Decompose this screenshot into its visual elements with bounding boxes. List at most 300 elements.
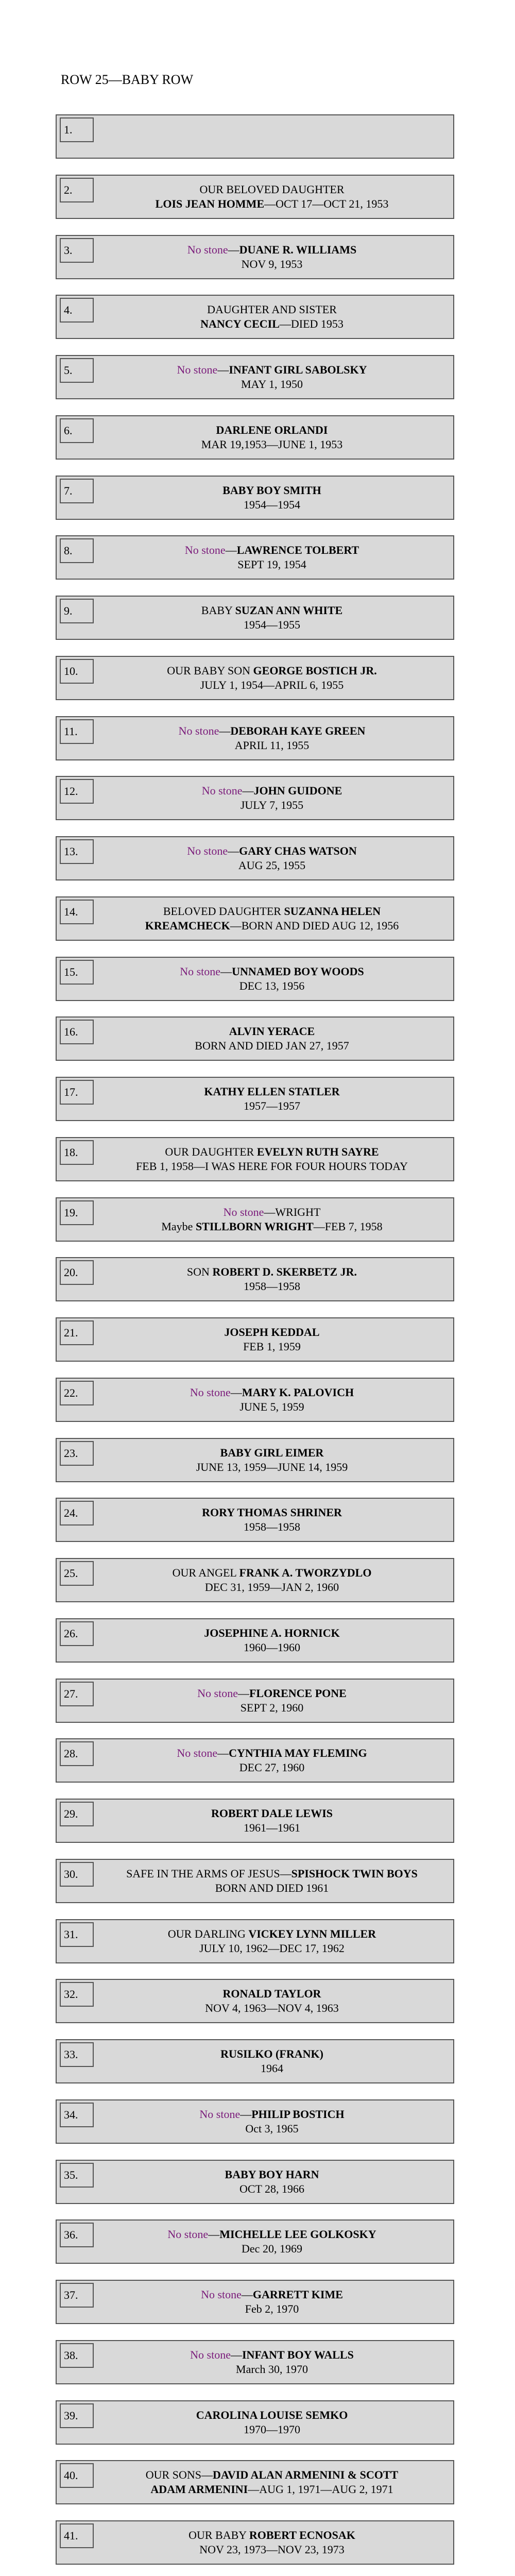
name-text: DAVID ALAN ARMENINI & SCOTT — [212, 2468, 399, 2482]
inscription-line — [261, 2061, 283, 2076]
grave-entry — [56, 1558, 454, 1602]
inscription-line — [222, 483, 321, 498]
grave-number: 19. — [60, 1200, 94, 1225]
inscription-line — [146, 2468, 398, 2482]
grave-number: 34. — [60, 2103, 94, 2127]
grave-number: 36. — [60, 2223, 94, 2247]
inscription-text: — — [241, 2288, 253, 2301]
inscription-text: DEC 13, 1956 — [239, 979, 305, 992]
grave-inscription — [94, 2221, 450, 2263]
grave-inscription — [94, 1920, 450, 1962]
grave-entry — [56, 355, 454, 399]
grave-number: 22. — [60, 1381, 94, 1405]
grave-entry — [56, 776, 454, 820]
name-text: FLORENCE PONE — [249, 1686, 347, 1700]
inscription-line — [202, 784, 342, 798]
grave-entry — [56, 1257, 454, 1301]
inscription-text: NOV 4, 1963—NOV 4, 1963 — [205, 2002, 339, 2015]
inscription-text: — — [208, 2228, 220, 2241]
inscription-line — [242, 2242, 302, 2256]
grave-inscription — [94, 115, 450, 158]
inscription-text: — — [242, 784, 254, 798]
grave-inscription — [94, 1860, 450, 1902]
inscription-line — [245, 2302, 299, 2316]
grave-number: 30. — [60, 1862, 94, 1887]
grave-entry — [56, 1618, 454, 1663]
inscription-line — [241, 798, 303, 812]
grave-number: 17. — [60, 1080, 94, 1105]
inscription-text: —BORN AND DIED AUG 12, 1956 — [230, 919, 399, 932]
inscription-text: APRIL 11, 1955 — [234, 738, 310, 752]
inscription-text: — — [240, 2107, 252, 2121]
inscription-line — [199, 2543, 345, 2557]
grave-number: 2. — [60, 178, 94, 202]
inscription-text: FEB 1, 1959 — [243, 1340, 301, 1353]
inscription-line — [243, 1340, 301, 1354]
name-text: VICKEY LYNN MILLER — [248, 1927, 376, 1940]
grave-inscription — [94, 1439, 450, 1481]
grave-entry — [56, 656, 454, 700]
no-stone-label: No stone — [178, 724, 219, 737]
grave-entry — [56, 1016, 454, 1061]
grave-entry — [56, 2039, 454, 2083]
grave-number: 40. — [60, 2463, 94, 2488]
grave-inscription — [94, 2521, 450, 2564]
inscription-line — [244, 498, 300, 512]
name-text: FRANK A. TWORZYDLO — [239, 1566, 372, 1579]
no-stone-label: No stone — [187, 844, 228, 857]
inscription-line — [215, 1881, 329, 1895]
grave-number: 5. — [60, 358, 94, 383]
grave-entry — [56, 1438, 454, 1482]
inscription-line — [201, 603, 342, 618]
name-text: UNNAMED BOY WOODS — [232, 964, 364, 978]
no-stone-label: No stone — [187, 243, 228, 256]
inscription-text: NOV 23, 1973—NOV 23, 1973 — [199, 2543, 345, 2556]
inscription-line — [236, 2362, 308, 2377]
inscription-line — [205, 2001, 339, 2015]
name-text: BABY GIRL EIMER — [220, 1446, 324, 1459]
inscription-line — [199, 182, 344, 197]
grave-inscription — [94, 897, 450, 940]
name-text: RORY THOMAS SHRINER — [202, 1506, 342, 1519]
name-text: KATHY ELLEN STATLER — [204, 1085, 340, 1098]
grave-number: 7. — [60, 479, 94, 503]
inscription-text: OUR DAUGHTER — [165, 1145, 257, 1158]
grave-inscription — [94, 1198, 450, 1241]
grave-inscription — [94, 2161, 450, 2203]
inscription-text: — — [217, 363, 229, 376]
inscription-line — [239, 979, 305, 993]
inscription-line — [187, 1265, 357, 1279]
grave-entry — [56, 1498, 454, 1542]
inscription-line — [177, 1746, 367, 1760]
name-text: LAWRENCE TOLBERT — [236, 544, 359, 557]
grave-inscription — [94, 2100, 450, 2143]
inscription-line — [167, 2227, 376, 2242]
grave-entry — [56, 295, 454, 339]
inscription-line — [244, 1821, 300, 1835]
inscription-text: OUR BELOVED DAUGHTER — [199, 182, 345, 196]
grave-entry — [56, 596, 454, 640]
inscription-text: —WRIGHT — [264, 1205, 321, 1218]
inscription-text: SEPT 19, 1954 — [237, 558, 306, 571]
grave-inscription — [94, 296, 450, 338]
inscription-text: JULY 7, 1955 — [240, 799, 304, 812]
no-stone-label: No stone — [177, 1747, 218, 1760]
grave-entry — [56, 2219, 454, 2264]
no-stone-label: No stone — [167, 2228, 209, 2241]
inscription-line — [229, 1024, 315, 1039]
grave-number: 35. — [60, 2163, 94, 2188]
grave-entry — [56, 2460, 454, 2504]
inscription-text: Feb 2, 1970 — [245, 2302, 299, 2315]
grave-number: 29. — [60, 1802, 94, 1826]
grave-entry — [56, 1799, 454, 1843]
grave-number: 32. — [60, 1982, 94, 2007]
inscription-line — [167, 664, 377, 678]
grave-entry — [56, 2340, 454, 2384]
grave-entry — [56, 896, 454, 941]
inscription-line — [196, 1460, 348, 1475]
grave-number: 27. — [60, 1682, 94, 1706]
inscription-text: OCT 28, 1966 — [239, 2182, 305, 2195]
grave-inscription — [94, 1680, 450, 1722]
grave-inscription — [94, 1078, 450, 1120]
inscription-line — [244, 1640, 300, 1655]
inscription-text: OUR BABY — [188, 2529, 249, 2541]
inscription-line — [165, 1145, 379, 1159]
grave-inscription — [94, 657, 450, 699]
inscription-text: — — [225, 544, 237, 557]
inscription-text: 1960—1960 — [244, 1640, 300, 1654]
inscription-text: DEC 27, 1960 — [239, 1761, 305, 1774]
inscription-text: MAR 19,1953—JUNE 1, 1953 — [201, 437, 343, 451]
inscription-line — [207, 302, 337, 317]
name-text: ALVIN YERACE — [229, 1025, 315, 1038]
grave-inscription — [94, 1739, 450, 1782]
inscription-text: 1958—1958 — [244, 1520, 300, 1534]
grave-entry — [56, 2520, 454, 2565]
grave-number: 26. — [60, 1621, 94, 1646]
inscription-line — [225, 2167, 319, 2182]
name-text: DEBORAH KAYE GREEN — [230, 724, 366, 737]
inscription-line — [244, 618, 300, 632]
inscription-line — [190, 2348, 354, 2362]
inscription-line — [244, 1520, 300, 1534]
inscription-line — [216, 423, 328, 437]
name-text: LOIS JEAN HOMME — [155, 197, 265, 210]
grave-entry — [56, 415, 454, 460]
name-text: SUZANNA HELEN — [284, 904, 381, 918]
grave-entry — [56, 2280, 454, 2324]
inscription-line — [188, 2528, 355, 2543]
inscription-text: 1957—1957 — [244, 1099, 300, 1112]
no-stone-label: No stone — [184, 544, 226, 557]
no-stone-label: No stone — [190, 1385, 231, 1399]
inscription-text: SON — [186, 1265, 213, 1279]
inscription-line — [245, 2122, 298, 2136]
grave-number: 21. — [60, 1320, 94, 1345]
inscription-line — [179, 724, 366, 738]
inscription-text: SEPT 2, 1960 — [240, 1701, 304, 1714]
grave-number: 6. — [60, 418, 94, 443]
inscription-line — [239, 1400, 304, 1414]
inscription-text: 1958—1958 — [244, 1280, 300, 1293]
grave-number: 38. — [60, 2343, 94, 2368]
inscription-text: JULY 10, 1962—DEC 17, 1962 — [199, 1941, 345, 1955]
grave-entry — [56, 175, 454, 219]
name-text: GARY CHAS WATSON — [239, 844, 357, 857]
inscription-text: 1961—1961 — [244, 1821, 300, 1834]
grave-number: 4. — [60, 298, 94, 323]
name-text: BABY BOY SMITH — [222, 483, 321, 497]
name-text: JOSEPHINE A. HORNICK — [204, 1626, 340, 1639]
grave-inscription — [94, 1138, 450, 1180]
name-text: MARY K. PALOVICH — [242, 1385, 354, 1399]
grave-entry — [56, 1859, 454, 1903]
page-title: ROW 25—BABY ROW — [61, 72, 194, 87]
name-text: ADAM ARMENINI — [150, 2483, 248, 2496]
inscription-text: — — [228, 844, 239, 857]
inscription-line — [244, 1099, 300, 1113]
inscription-line — [173, 1566, 372, 1580]
inscription-text: —DIED 1953 — [279, 317, 344, 331]
grave-entry — [56, 1137, 454, 1181]
grave-number: 8. — [60, 538, 94, 563]
name-text: JOSEPH KEDDAL — [224, 1326, 320, 1338]
inscription-line — [150, 2482, 393, 2497]
grave-number: 28. — [60, 1741, 94, 1766]
grave-entry — [56, 1197, 454, 1242]
inscription-text: AUG 25, 1955 — [238, 859, 306, 872]
name-text: INFANT GIRL SABOLSKY — [229, 363, 367, 376]
grave-number: 11. — [60, 719, 94, 744]
inscription-line — [187, 844, 356, 858]
inscription-line — [180, 964, 364, 979]
grave-inscription — [94, 536, 450, 579]
grave-inscription — [94, 2401, 450, 2444]
inscription-line — [204, 1626, 339, 1640]
inscription-line — [136, 1159, 408, 1174]
inscription-line — [242, 257, 303, 272]
inscription-text: 1964 — [261, 2062, 283, 2075]
grave-inscription — [94, 837, 450, 879]
grave-inscription — [94, 1258, 450, 1300]
grave-number: 3. — [60, 238, 94, 263]
inscription-line — [185, 543, 359, 557]
inscription-text: — — [231, 2348, 242, 2361]
grave-inscription — [94, 597, 450, 639]
grave-inscription — [94, 1318, 450, 1361]
no-stone-label: No stone — [180, 964, 221, 978]
inscription-line — [244, 2422, 300, 2437]
grave-entry — [56, 2400, 454, 2445]
inscription-text: OUR SONS— — [145, 2468, 213, 2482]
grave-number: 15. — [60, 960, 94, 985]
inscription-line — [201, 2287, 343, 2302]
name-text: SPISHOCK TWIN BOYS — [291, 1867, 418, 1880]
grave-number: 10. — [60, 659, 94, 684]
inscription-text: —AUG 1, 1971—AUG 2, 1971 — [248, 2483, 393, 2496]
grave-inscription — [94, 958, 450, 1000]
inscription-line — [224, 1205, 321, 1219]
inscription-text: —OCT 17—OCT 21, 1953 — [264, 197, 389, 210]
grave-inscription — [94, 477, 450, 519]
inscription-text: —FEB 7, 1958 — [313, 1219, 383, 1233]
grave-inscription — [94, 2341, 450, 2383]
name-text: RUSILKO (FRANK) — [220, 2047, 323, 2060]
grave-number: 16. — [60, 1020, 94, 1044]
grave-inscription — [94, 717, 450, 759]
grave-number: 1. — [60, 117, 94, 142]
inscription-line — [161, 1219, 382, 1234]
inscription-line — [241, 377, 303, 392]
inscription-text: OUR BABY SON — [167, 664, 253, 677]
grave-entry — [56, 836, 454, 880]
grave-entry — [56, 535, 454, 580]
inscription-text: — — [217, 1747, 229, 1760]
grave-entry — [56, 2160, 454, 2204]
no-stone-label: No stone — [201, 784, 243, 798]
inscription-line — [241, 1701, 303, 1715]
grave-number: 31. — [60, 1922, 94, 1947]
grave-number: 20. — [60, 1260, 94, 1285]
inscription-line — [168, 1927, 376, 1941]
grave-entry — [56, 2099, 454, 2144]
grave-inscription — [94, 356, 450, 398]
inscription-line — [211, 1806, 333, 1821]
inscription-line — [220, 1446, 324, 1460]
inscription-line — [187, 243, 356, 257]
inscription-text: JULY 1, 1954—APRIL 6, 1955 — [200, 678, 344, 691]
grave-inscription — [94, 1499, 450, 1541]
inscription-line — [204, 1084, 339, 1099]
grave-inscription — [94, 1559, 450, 1601]
inscription-text: — — [237, 1686, 249, 1700]
no-stone-label: No stone — [223, 1205, 264, 1218]
grave-entry — [56, 476, 454, 520]
grave-entry — [56, 1919, 454, 1963]
inscription-text: BORN AND DIED 1961 — [215, 1881, 329, 1894]
name-text: DARLENE ORLANDI — [216, 423, 328, 436]
grave-number: 37. — [60, 2283, 94, 2308]
inscription-text: Maybe — [161, 1219, 196, 1233]
inscription-line — [235, 738, 309, 753]
grave-entry — [56, 1679, 454, 1723]
inscription-line — [205, 1580, 339, 1595]
grave-number: 23. — [60, 1441, 94, 1466]
name-text: EVELYN RUTH SAYRE — [256, 1145, 379, 1158]
inscription-line — [239, 2182, 304, 2196]
grave-inscription — [94, 1980, 450, 2022]
no-stone-label: No stone — [197, 1686, 238, 1700]
inscription-line — [163, 904, 381, 919]
grave-inscription — [94, 2040, 450, 2082]
grave-entry — [56, 1738, 454, 1783]
name-text: CAROLINA LOUISE SEMKO — [196, 2408, 348, 2421]
inscription-text: — — [220, 964, 232, 978]
inscription-text: BABY — [201, 604, 235, 617]
grave-inscription — [94, 1379, 450, 1421]
inscription-line — [200, 317, 344, 331]
inscription-line — [126, 1867, 418, 1881]
inscription-text: OUR ANGEL — [172, 1566, 239, 1579]
grave-inscription — [94, 1619, 450, 1662]
grave-inscription — [94, 1800, 450, 1842]
grave-number: 12. — [60, 779, 94, 804]
grave-inscription — [94, 416, 450, 459]
no-stone-label: No stone — [190, 2348, 231, 2361]
grave-entry — [56, 1077, 454, 1121]
inscription-text: JUNE 13, 1959—JUNE 14, 1959 — [196, 1460, 348, 1473]
inscription-text: 1954—1955 — [244, 618, 300, 631]
grave-inscription — [94, 176, 450, 218]
inscription-text: March 30, 1970 — [236, 2362, 308, 2376]
inscription-line — [197, 1686, 347, 1701]
inscription-text: BELOVED DAUGHTER — [163, 904, 284, 918]
inscription-line — [224, 1325, 319, 1340]
grave-inscription — [94, 777, 450, 819]
name-text: INFANT BOY WALLS — [242, 2348, 354, 2361]
grave-entry — [56, 1378, 454, 1422]
inscription-text: DAUGHTER AND SISTER — [207, 303, 337, 316]
no-stone-label: No stone — [199, 2107, 241, 2121]
name-text: KREAMCHECK — [145, 919, 230, 932]
inscription-line — [223, 1987, 321, 2001]
inscription-line — [177, 363, 367, 377]
inscription-line — [199, 1941, 345, 1956]
inscription-line — [238, 858, 305, 873]
inscription-text: SAFE IN THE ARMS OF JESUS— — [126, 1867, 291, 1880]
inscription-text: — — [228, 243, 239, 256]
name-text: JOHN GUIDONE — [253, 784, 342, 798]
grave-entry — [56, 235, 454, 279]
name-text: GEORGE BOSTICH JR. — [253, 664, 377, 677]
grave-number: 13. — [60, 839, 94, 864]
name-text: CYNTHIA MAY FLEMING — [229, 1747, 367, 1760]
grave-entry — [56, 114, 454, 159]
inscription-line — [237, 557, 306, 572]
name-text: ROBERT ECNOSAK — [249, 2529, 355, 2541]
inscription-text: — — [219, 724, 231, 737]
inscription-text: JUNE 5, 1959 — [239, 1400, 304, 1413]
name-text: BABY BOY HARN — [225, 2167, 319, 2181]
inscription-line — [244, 1279, 300, 1294]
grave-number: 24. — [60, 1501, 94, 1526]
name-text: GARRETT KIME — [252, 2288, 343, 2301]
inscription-text: BORN AND DIED JAN 27, 1957 — [195, 1039, 349, 1053]
name-text: SUZAN ANN WHITE — [235, 604, 343, 617]
grave-inscription — [94, 1018, 450, 1060]
name-text: DUANE R. WILLIAMS — [239, 243, 357, 256]
name-text: NANCY CECIL — [200, 317, 280, 331]
grave-number: 39. — [60, 2403, 94, 2428]
grave-number: 9. — [60, 599, 94, 623]
inscription-text: MAY 1, 1950 — [241, 378, 303, 391]
grave-inscription — [94, 2461, 450, 2503]
inscription-line — [195, 1039, 349, 1053]
inscription-text: — — [230, 1385, 242, 1399]
inscription-line — [220, 2047, 323, 2061]
name-text: ROBERT DALE LEWIS — [211, 1807, 333, 1820]
grave-number: 33. — [60, 2042, 94, 2067]
name-text: MICHELLE LEE GOLKOSKY — [219, 2228, 376, 2241]
grave-entry — [56, 716, 454, 760]
grave-entry — [56, 1317, 454, 1362]
no-stone-label: No stone — [201, 2288, 242, 2301]
grave-number: 25. — [60, 1561, 94, 1586]
